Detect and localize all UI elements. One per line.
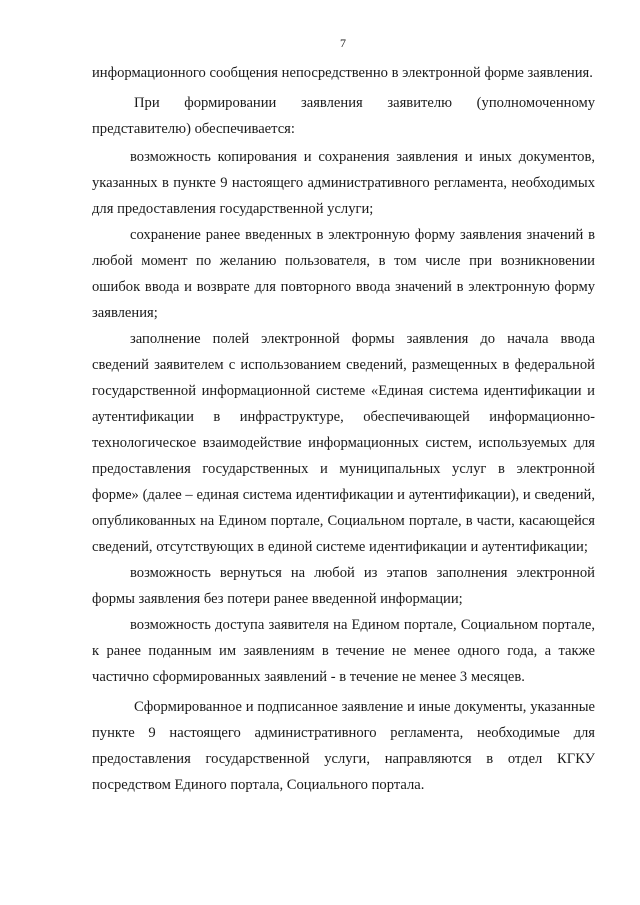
paragraph-provisions-intro: При формировании заявления заявителю (уполномоченному представителю) обеспечивается: xyxy=(92,95,595,137)
paragraph-access-applications: возможность доступа заявителя на Едином портале, Социальном портале, к ранее поданным им заявлениям в течение не менее одного года, а также частично сформированных заявлений - в течение не менее 3 месяцев. xyxy=(92,617,595,685)
paragraph-return-steps: возможность вернуться на любой из этапов заполнения электронной формы заявления без потери ранее введенной информации; xyxy=(92,565,595,607)
paragraph-preserve-values: сохранение ранее введенных в электронную форму заявления значений в любой момент по желанию пользователя, в том числе при возникновении ошибок ввода и возврате для повторного ввода значений в электронную форму заявления; xyxy=(92,227,595,321)
paragraph-continuation: информационного сообщения непосредственно в электронной форме заявления. xyxy=(92,65,593,81)
document-body xyxy=(92,60,595,798)
paragraph-submission: Сформированное и подписанное заявление и иные документы, указанные пункте 9 настоящего административного регламента, необходимые для предоставления государственной услуги, направляются в отдел КГКУ посредством Единого портала, Социального портала. xyxy=(92,699,595,793)
page-number: 7 xyxy=(340,36,346,50)
paragraph-copy-save: возможность копирования и сохранения заявления и иных документов, указанных в пункте 9 настоящего административного регламента, необходимых для предоставления государственной услуги; xyxy=(92,149,595,217)
paragraph-autofill: заполнение полей электронной формы заявления до начала ввода сведений заявителем с использованием сведений, размещенных в федеральной государственной информационной системе «Единая система идентификации и аутентификации в инфраструктуре, обеспечивающей информационно-технологическое взаимодействие информационных систем, используемых для предоставления государственных и муниципальных услуг в электронной форме» (далее – единая система идентификации и аутентификации), и сведений, опубликованных на Едином портале, Социальном портале, в части, касающейся сведений, отсутствующих в единой системе идентификации и аутентификации; xyxy=(92,331,595,555)
